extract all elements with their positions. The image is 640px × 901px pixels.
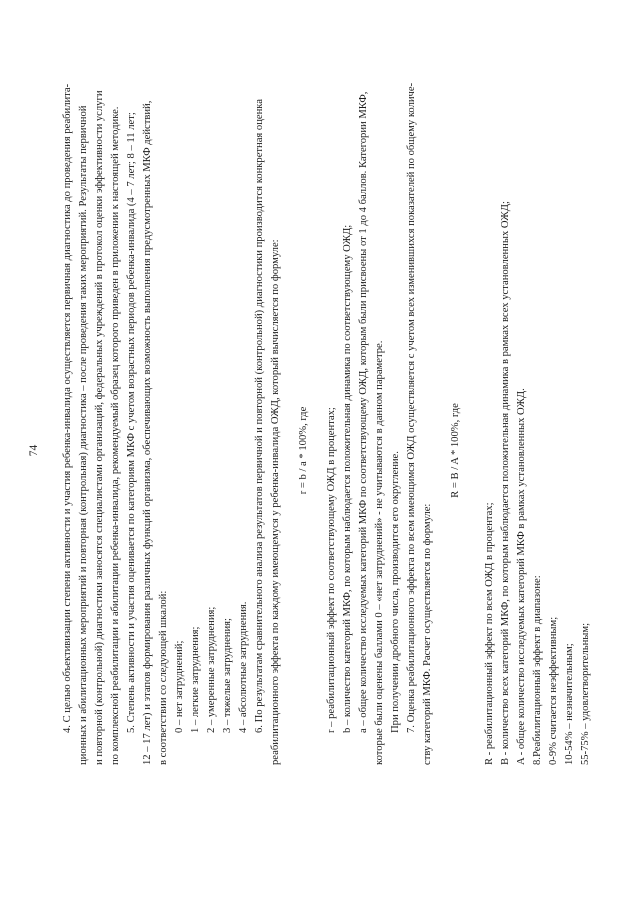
paragraph-4-line-4: по комплексной реабилитации и абилитации ребенка-инвалида, рекомендуемый образец которого приведен в приложении к настоящей методике.: [110, 106, 121, 765]
paragraph-6-line-2: реабилитационного эффекта по каждому имеющемуся у ребенка-инвалида ОЖД, который вычисляется по формуле:: [270, 239, 281, 765]
definition-a-continued: которые были оценены баллами 0 – «нет затруднений» - не учитываются в данном параметре.: [374, 340, 385, 765]
scale-item: 0 – нет затруднений;: [174, 640, 185, 733]
paragraph-7-line-1: 7. Оценка реабилитационного эффекта по всем имеющимся ОЖД осуществляется с учетом всех изменившихся показателей по общему количе-: [406, 82, 417, 733]
range-item: 55-75% – удовлетворительным;: [580, 622, 591, 765]
paragraph-7-line-2: ству категорий МКФ. Расчет осуществляется по формуле:: [422, 503, 433, 765]
rounding-note: При получении дробного числа, производится его округление.: [390, 451, 401, 733]
page-number: 74: [28, 444, 40, 457]
formula-r: r = b / a * 100%, где: [298, 406, 309, 495]
definition-a: a – общее количество исследуемых категорий МКФ по соответствующему ОЖД, которым были присвоены от 1 до 4 баллов. Категории МКФ,: [358, 91, 369, 733]
definition-b: b – количество категорий МКФ, по которым наблюдается положительная динамика по соответствующему ОЖД;: [342, 224, 353, 733]
definition-r: r – реабилитационный эффект по соответствующему ОЖД в процентах;: [326, 407, 337, 733]
range-item: 10-54% – незначительным;: [564, 643, 575, 765]
definition-B: B - количество всех категорий МКФ, по которым наблюдается положительная динамика в рамках всех установленных ОЖД;: [500, 201, 511, 765]
paragraph-5-line-2: 12 – 17 лет) и этапов формирования различных функций организма, обеспечивающих возможность выполнения предусмотренных МКФ действий,: [142, 100, 153, 765]
paragraph-6-line-1: 6. По результатам сравнительного анализа результатов первичной и повторной (контрольной) диагностики производится конкретная оценка: [254, 99, 265, 733]
formula-R: R = B / A * 100%, где: [450, 403, 461, 498]
scale-item: 2 – умеренные затруднения;: [206, 606, 217, 733]
paragraph-4-line-1: 4. С целью объективизации степени активности и участия ребенка-инвалида осуществляется первичная диагностика до проведения реабилита-: [62, 83, 73, 733]
scale-item: 4 – абсолютные затруднения.: [238, 601, 249, 733]
paragraph-4-line-3: и повторной (контрольной) диагностики заносятся специалистами организаций, федеральных учреждений в протокол оценки эффективности услуги: [94, 90, 105, 765]
definition-R: R - реабилитационный эффект по всем ОЖД в процентах;: [484, 502, 495, 765]
scale-item: 1 – легкие затруднения;: [190, 626, 201, 733]
paragraph-5-line-1: 5. Степень активности и участия оценивается по категориям МКФ с учетом возрастных периодов ребенка-инвалида (4 – 7 лет; 8 – 11 лет;: [126, 112, 137, 733]
definition-A: A - общее количество исследуемых категорий МКФ в рамках установленных ОЖД.: [516, 388, 527, 765]
range-item: 0-9% считается неэффективным;: [548, 616, 559, 765]
paragraph-4-line-2: ционных и абилитационных мероприятий и повторная (контрольная) диагностика – после проведения таких мероприятий. Результаты первичной: [78, 105, 89, 765]
scale-item: 3 – тяжелые затруднения;: [222, 618, 233, 733]
paragraph-8-line-1: 8.Реабилитационный эффект в диапазоне:: [532, 575, 543, 765]
paragraph-5-line-3: в соответствии со следующей шкалой:: [158, 590, 169, 765]
